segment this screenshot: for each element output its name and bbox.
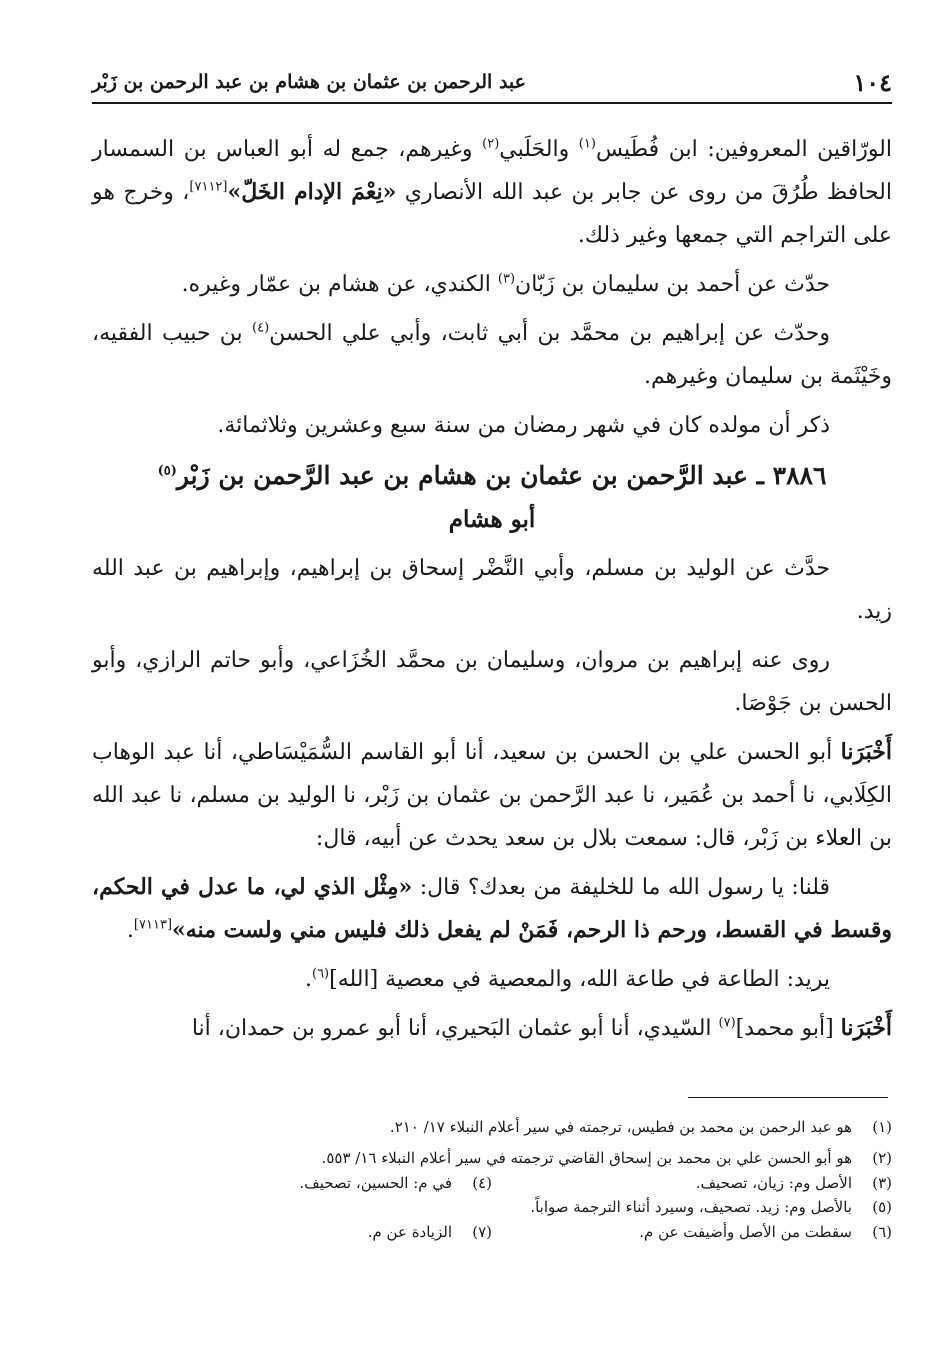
- footnote-6: [492, 1223, 892, 1241]
- paragraph-4: ذكر أن مولده كان في شهر رمضان من سنة سبع وعشرين وثلاثمائة.: [217, 413, 830, 438]
- footnote-number: (٧): [472, 1223, 492, 1241]
- text-run: السّيدي، أنا أبو عثمان البَحيري، أنا أبو عمرو بن حمدان، أنا: [191, 1016, 719, 1041]
- paragraph-5: حدَّث عن الوليد بن مسلم، وأبي النَّضْر إسحاق بن إبراهيم، وإبراهيم بن عبد الله زيد.: [92, 556, 892, 624]
- footnote-ref-6: (٦): [311, 966, 330, 982]
- footnote-number: (٤): [472, 1174, 492, 1192]
- hadith-number: [٧١١٣]: [133, 917, 173, 933]
- entry-heading: [92, 453, 892, 499]
- text-run: أبو الحسن علي بن الحسن بن سعيد، أنا أبو القاسم السُّمَيْسَاطي، أنا عبد الوهاب الكِلَابي، نا أحمد بن عُمَير، نا عبد الرَّحمن بن عثمان بن زَبْر، نا الوليد بن مسلم، نا عبد الله بن العلاء بن زَبْر، قال: سمعت بلال بن سعد يحدث عن أبيه، قال:: [92, 740, 892, 851]
- footnote-ref-4: (٤): [252, 320, 270, 336]
- footnote-text: بالأصل وم: زيد. تصحيف، وسيرد أثناء الترجمة صواباً.: [530, 1198, 852, 1216]
- text-run: ، وخرج هو على التراجم التي جمعها وغير ذلك.: [92, 180, 892, 248]
- paragraph-2: [92, 263, 892, 306]
- footnote-3: [492, 1174, 892, 1192]
- footnote-ref-2: (٢): [482, 136, 500, 152]
- text-run: .: [304, 967, 312, 992]
- page-number: ١٠٤: [853, 67, 892, 97]
- text-run: بن حبيب الفقيه، وخَيْثَمة بن سليمان وغيرهم.: [92, 321, 892, 389]
- footnote-7: [92, 1223, 492, 1241]
- footnote-number: (٦): [872, 1223, 892, 1241]
- paragraph-1: [92, 128, 892, 257]
- text-run: .: [126, 918, 134, 943]
- running-title: عبد الرحمن بن عثمان بن هشام بن عبد الرحمن بن زَبْر: [92, 71, 526, 93]
- entry-subheading: أبو هشام: [448, 506, 536, 533]
- footnote-row-3-4: [92, 1174, 892, 1192]
- footnote-text: الأصل وم: زيان، تصحيف.: [695, 1174, 852, 1192]
- footnote-text: في م: الحسين، تصحيف.: [299, 1174, 452, 1192]
- footnote-1: [92, 1112, 892, 1143]
- footnote-4: [92, 1174, 492, 1192]
- footnote-ref-1: (١): [578, 136, 596, 152]
- footnote-text: هو عبد الرحمن بن محمد بن فطيس، ترجمته في سير أعلام النبلاء ١٧/ ٢١٠.: [389, 1118, 852, 1136]
- footnote-text: الزيادة عن م.: [367, 1223, 452, 1241]
- footnote-ref-3: (٣): [497, 271, 516, 287]
- text-run: والحَلَبي: [499, 137, 579, 162]
- text-run: الورّاقين المعروفين: ابن فُطَيس: [595, 137, 892, 162]
- footnote-ref-5: (٥): [157, 463, 177, 479]
- footnote-text: هو أبو الحسن علي بن محمد بن إسحاق القاضي ترجمته في سير أعلام النبلاء ١٦/ ٥٥٣.: [321, 1149, 852, 1167]
- main-text: [92, 128, 892, 1056]
- footnote-divider: [688, 1097, 888, 1098]
- paragraph-7: [92, 731, 892, 860]
- paragraph-10: [92, 1007, 892, 1050]
- footnote-ref-7: (٧): [718, 1015, 736, 1031]
- paragraph-9: [92, 958, 892, 1001]
- keyword-akhbarana: أَخْبَرَنا: [840, 1015, 892, 1041]
- hadith-text: «نِعْمَ الإدام الخَلّ»: [227, 179, 397, 205]
- text-run: وغيرهم، جمع له أبو العباس بن السمسار الحافظ طُرُقَ من روى عن جابر بن عبد الله الأنصاري: [92, 137, 892, 205]
- keyword-akhbarana: أَخْبَرَنا: [840, 739, 892, 765]
- footnote-number: (١): [872, 1118, 892, 1136]
- footnotes: [92, 1112, 892, 1241]
- footnote-number: (٥): [872, 1198, 892, 1216]
- hadith-number: [٧١١٢]: [189, 179, 228, 195]
- text-run: وحدّث عن إبراهيم بن محمَّد بن أبي ثابت، وأبي علي الحسن: [269, 321, 830, 346]
- footnote-number: (٣): [872, 1174, 892, 1192]
- text-run: قلنا: يا رسول الله ما للخليفة من بعدك؟ قال:: [412, 875, 830, 900]
- footnote-5: [92, 1192, 892, 1223]
- text-run: الكندي، عن هشام بن عمّار وغيره.: [181, 272, 498, 297]
- hadith-text: «مِثْل الذي لي، ما عدل في الحكم، وقسط في القسط، ورحم ذا الرحم، فَمَنْ لم يفعل ذلك فليس مني ولست منه»: [92, 874, 892, 943]
- footnote-2: [92, 1143, 892, 1174]
- paragraph-3: [92, 312, 892, 398]
- footnote-number: (٢): [872, 1149, 892, 1167]
- text-run: حدّث عن أحمد بن سليمان بن زَبّان: [515, 272, 830, 297]
- text-run: [أبو محمد]: [735, 1016, 841, 1041]
- paragraph-8: [92, 866, 892, 952]
- text-run: يريد: الطاعة في طاعة الله، والمعصية في معصية [الله]: [329, 967, 830, 992]
- entry-heading-text: ٣٨٨٦ ـ عبد الرَّحمن بن عثمان بن هشام بن عبد الرَّحمن بن زَبْر: [176, 461, 827, 490]
- paragraph-6: روى عنه إبراهيم بن مروان، وسليمان بن محمَّد الخُزَاعي، وأبو حاتم الرازي، وأبو الحسن بن جَوْصَا.: [92, 648, 892, 716]
- footnote-row-6-7: [92, 1223, 892, 1241]
- footnote-text: سقطت من الأصل وأضيفت عن م.: [639, 1223, 852, 1241]
- page-header: [92, 62, 892, 104]
